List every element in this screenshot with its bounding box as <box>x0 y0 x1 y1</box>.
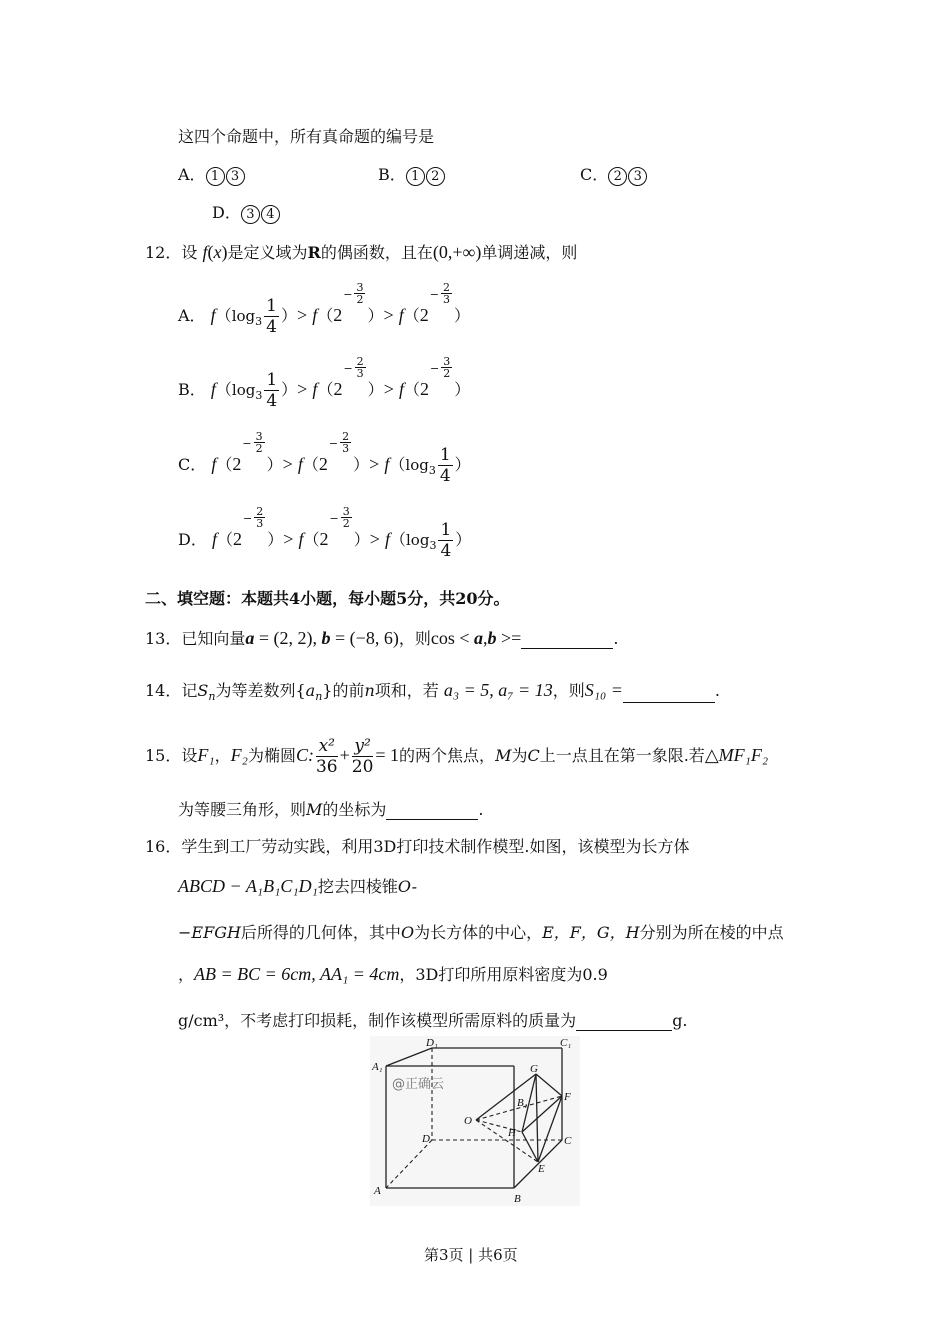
label-c1: C₁ <box>560 1037 572 1049</box>
label-o: O <box>464 1115 472 1127</box>
q14: 14．记$S_n$为等差数列$\{a_n\}$的前n项和，若 a₃ = 5, a₇ = 13，则S₁₀ = . <box>145 680 720 704</box>
q16-line2: ABCD − A₁B₁C₁D₁挖去四棱锥O- <box>178 876 417 896</box>
label-b: B <box>514 1193 521 1205</box>
section-2-title: 二、填空题：本题共4小题，每小题5分，共20分。 <box>145 589 510 608</box>
q11-option-a: A． 1 3 <box>178 162 246 186</box>
watermark: @正确云 <box>392 1077 445 1092</box>
label-d: D <box>422 1133 430 1145</box>
q11-intro: 这四个命题中，所有真命题的编号是 <box>178 127 435 146</box>
q13: 13．已知向量a = (2, 2), b = (−8, 6)，则cos < a,b >= . <box>145 628 619 648</box>
label-a: A <box>374 1185 381 1197</box>
q16-line3: −EFGH后所得的几何体，其中O为长方体的中心，E，F，G，H分别为所在棱的中点 <box>178 923 784 942</box>
q12-option-c: C． f（2− $\frac{3}{2}$ ）> f（2− $\frac{2}{3}$ ）> $f(\log_3$ $\frac{1}{4}$ ） <box>178 430 471 486</box>
q15-line1: 15．设F₁，F₂为椭圆C: $\frac{\text{x²}}{36}$ + $\frac{\text{y²}}{20}$ = 1的两个焦点，M为C上一点且在第一象限.若△MF₁F₂ <box>145 736 769 777</box>
q11-option-c: C． 2 3 <box>580 162 648 186</box>
cuboid-figure <box>370 1036 580 1206</box>
label-c: C <box>564 1135 572 1147</box>
q12-option-a: A． $f(\log_3$ $\frac{1}{4}$ ）> f（2− $\frac{3}{2}$ ）> f（2− $\frac{2}{3}$ ） <box>178 281 470 337</box>
q16-line1: 16．学生到工厂劳动实践，利用3D打印技术制作模型.如图，该模型为长方体 <box>145 837 690 856</box>
label-b1: B₁ <box>517 1097 528 1109</box>
label-a1: A₁ <box>372 1061 383 1073</box>
q12-stem: 12．设 f(x)是定义域为R的偶函数，且在(0,+∞)单调递减，则 <box>145 242 578 262</box>
q15-line2: 为等腰三角形，则M的坐标为 . <box>178 800 484 819</box>
q12-option-b: B． $f(\log_3$ $\frac{1}{4}$ ）> f（2− $\frac{2}{3}$ ）> f（2− $\frac{3}{2}$ ） <box>178 355 471 411</box>
page-footer: 第3页 | 共6页 <box>424 1246 518 1264</box>
label-d1: D₁ <box>426 1037 438 1049</box>
label-e: E <box>538 1163 545 1175</box>
label-h: H <box>508 1127 516 1139</box>
label-f: F <box>564 1091 571 1103</box>
q11-option-d: D． 3 4 <box>212 200 281 224</box>
q16-line4: ，AB = BC = 6cm, AA₁ = 4cm，3D打印所用原料密度为0.9 <box>178 964 608 984</box>
label-g: G <box>530 1063 538 1075</box>
q12-option-d: D． f（2− $\frac{2}{3}$ ）> f（2− $\frac{3}{2}$ ）> $f(\log_3$ $\frac{1}{4}$ ） <box>178 505 472 561</box>
q11-option-b: B． 1 2 <box>378 162 446 186</box>
q16-line5: g/cm³，不考虑打印损耗，制作该模型所需原料的质量为 g. <box>178 1011 688 1030</box>
